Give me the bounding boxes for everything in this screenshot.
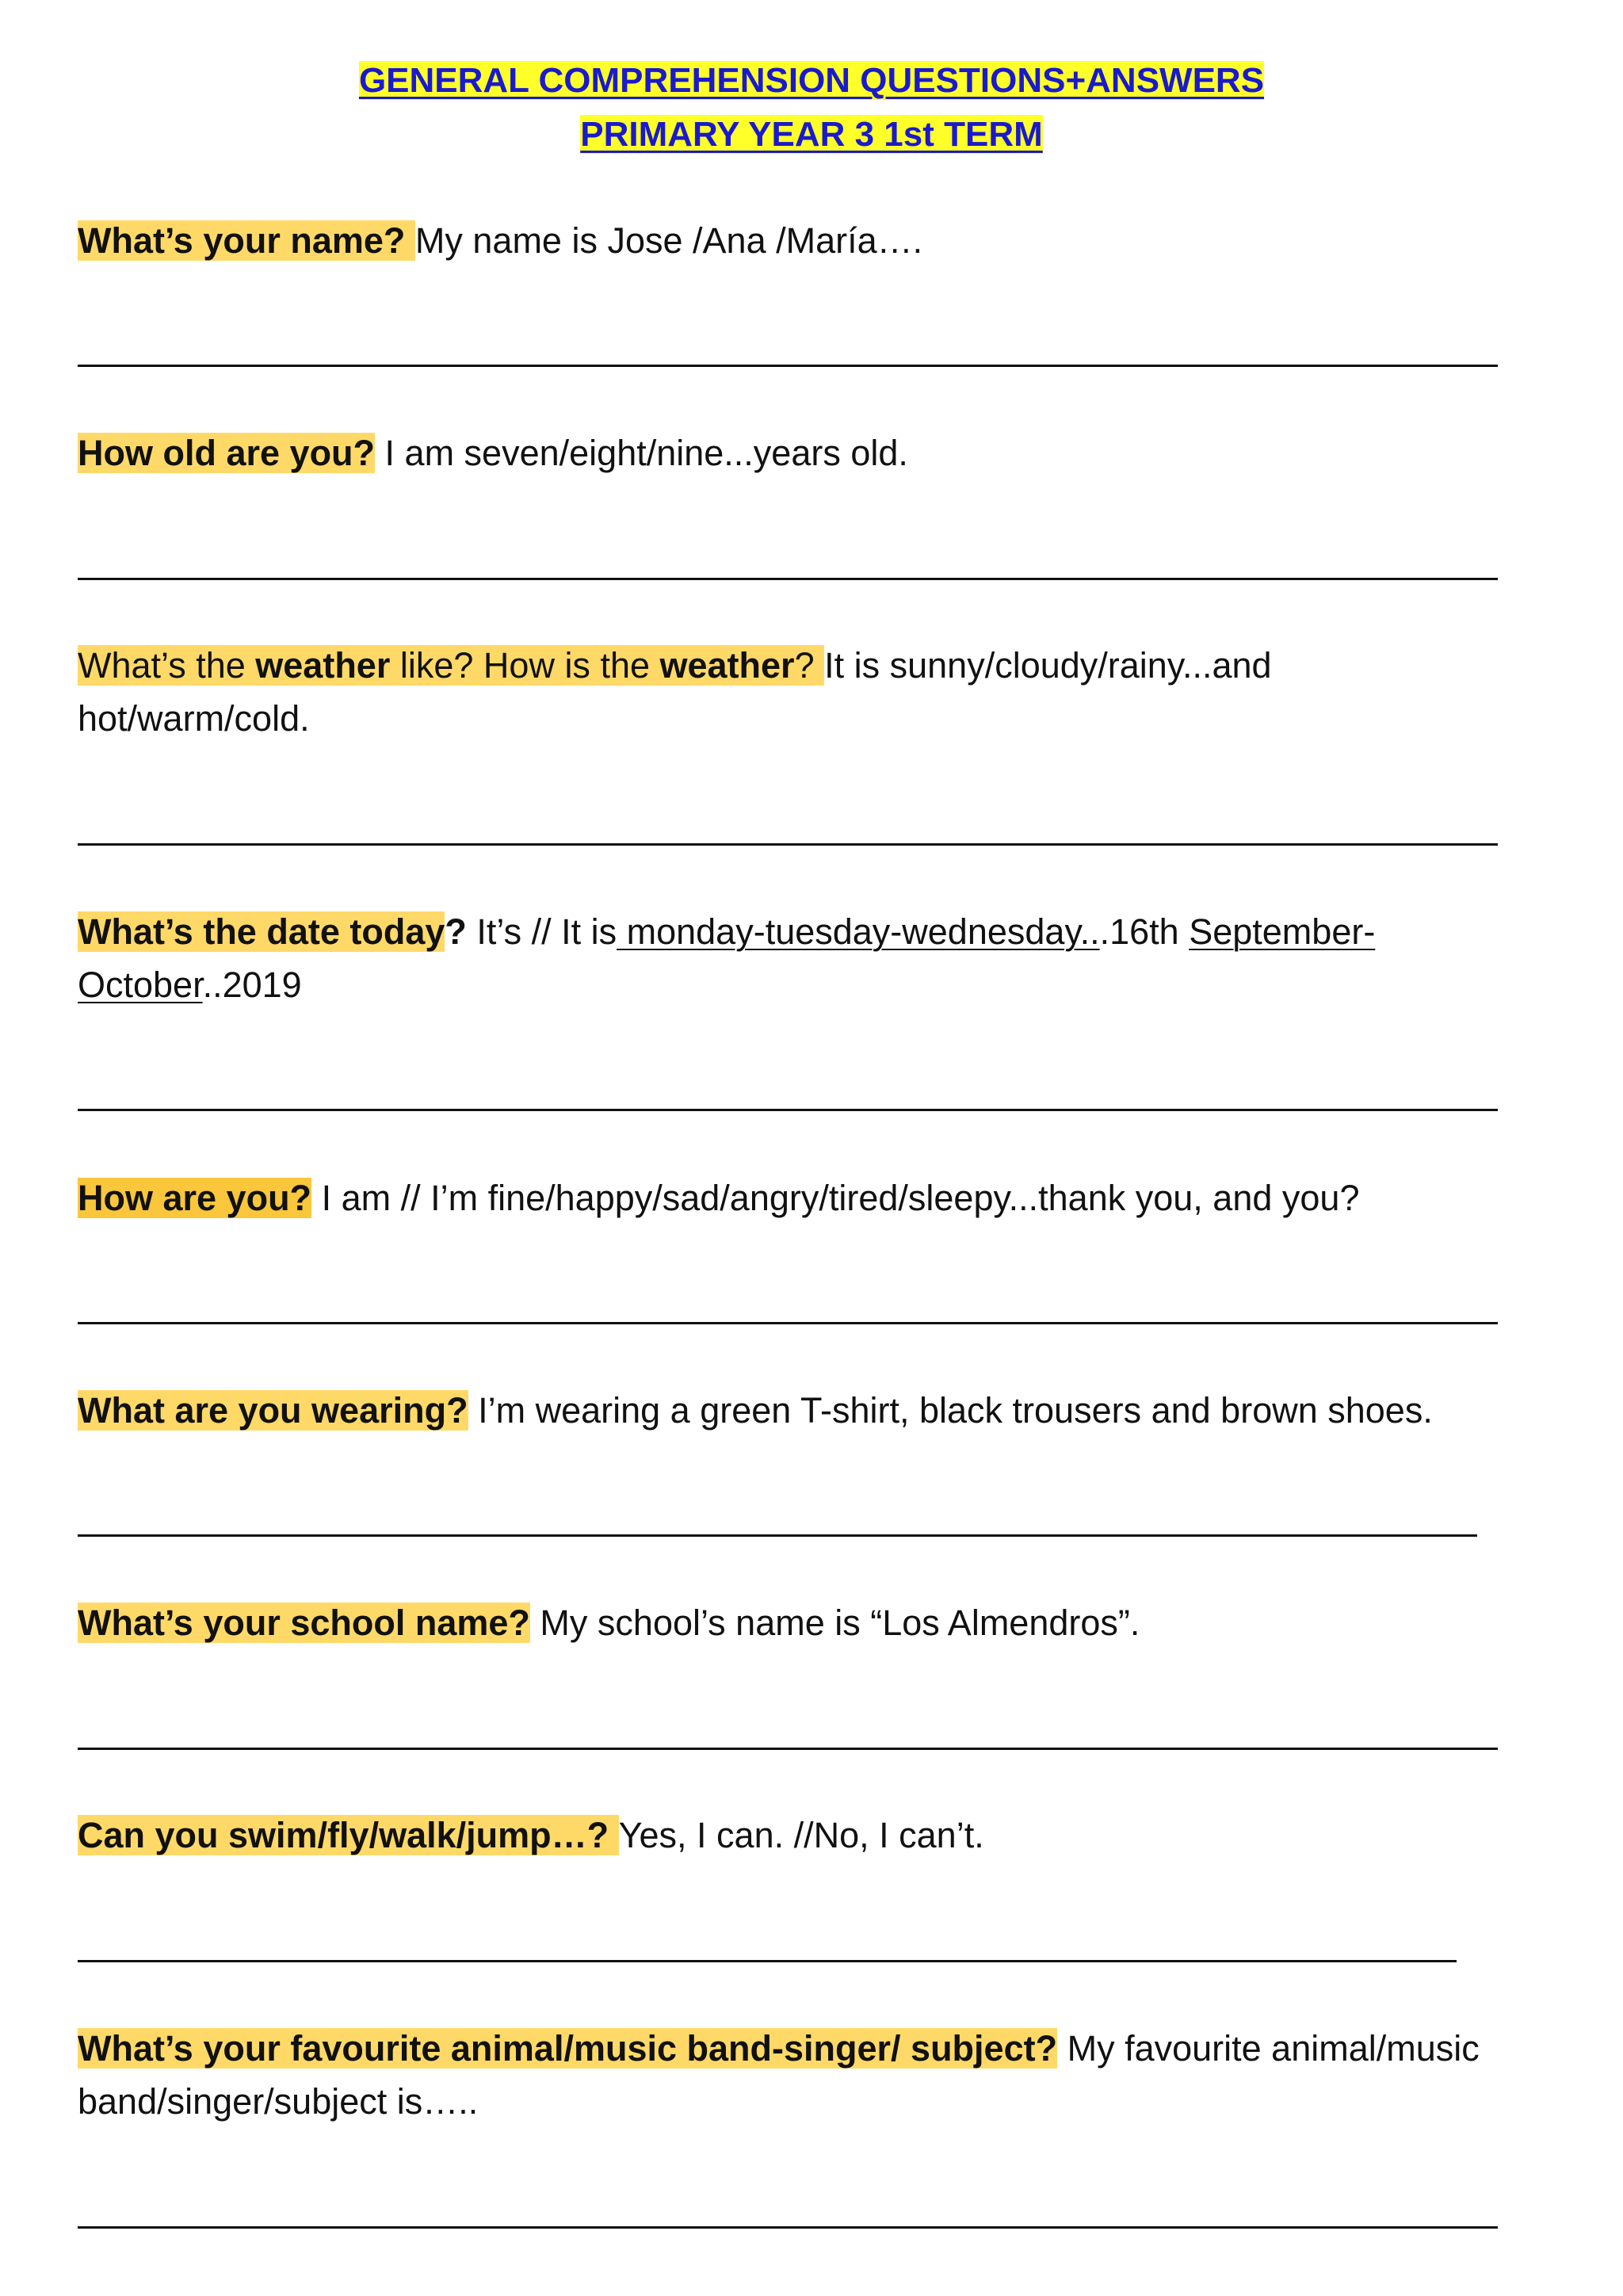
question-text: like? How is the bbox=[390, 645, 660, 686]
qa-name bbox=[78, 214, 1504, 267]
question: What’s your name? bbox=[78, 220, 415, 261]
qa-school bbox=[78, 1596, 1504, 1649]
answer-line bbox=[78, 1322, 1498, 1324]
title-line-1: GENERAL COMPREHENSION QUESTIONS+ANSWERS bbox=[358, 61, 1265, 100]
worksheet-subtitle bbox=[0, 111, 1623, 159]
answer-line bbox=[78, 365, 1498, 367]
qa-wearing bbox=[78, 1384, 1504, 1437]
answer: My school’s name is “Los Almendros”. bbox=[529, 1603, 1140, 1643]
qa-age bbox=[78, 426, 1504, 479]
question: What’s your school name? bbox=[78, 1603, 530, 1643]
question: What are you wearing? bbox=[78, 1390, 468, 1431]
qa-date bbox=[78, 905, 1504, 1011]
title-line-2: PRIMARY YEAR 3 1st TERM bbox=[580, 115, 1043, 154]
answer-line bbox=[78, 1960, 1457, 1962]
answer: I am // I’m fine/happy/sad/angry/tired/sleepy...thank you, and you? bbox=[311, 1178, 1360, 1218]
qa-weather bbox=[78, 639, 1504, 745]
answer: .16th bbox=[1099, 911, 1190, 952]
question-text: What’s the bbox=[78, 645, 256, 686]
answer: My favourite animal/music band/singer/subject is….. bbox=[78, 2028, 1480, 2122]
question: How old are you? bbox=[78, 433, 376, 473]
qa-how-are-you bbox=[78, 1171, 1504, 1224]
answer-days: monday-tuesday-wednesday.. bbox=[617, 911, 1100, 952]
question-text: ? bbox=[794, 645, 825, 686]
answer-months: September-October bbox=[78, 911, 1376, 1005]
question-keyword: weather bbox=[659, 645, 795, 686]
answer: Yes, I can. //No, I can’t. bbox=[618, 1815, 984, 1855]
answer-line bbox=[78, 578, 1498, 580]
answer: ..2019 bbox=[202, 965, 302, 1005]
answer-line bbox=[78, 1534, 1477, 1537]
answer: It is sunny/cloudy/rainy...and hot/warm/cold. bbox=[78, 645, 1272, 739]
answer-line bbox=[78, 2226, 1498, 2229]
question: Can you swim/fly/walk/jump…? bbox=[78, 1815, 619, 1855]
answer: My name is Jose /Ana /María…. bbox=[414, 220, 923, 261]
answer-line bbox=[78, 1109, 1498, 1111]
question: What’s the date today bbox=[78, 911, 445, 952]
worksheet-title bbox=[0, 57, 1623, 105]
question bbox=[78, 645, 824, 686]
qa-favourite bbox=[78, 2022, 1504, 2128]
answer-line bbox=[78, 1748, 1498, 1750]
qa-abilities bbox=[78, 1809, 1504, 1862]
answer: It’s // It is bbox=[466, 911, 617, 952]
answer-line bbox=[78, 843, 1498, 846]
question-keyword: weather bbox=[255, 645, 391, 686]
question: How are you? bbox=[78, 1178, 312, 1218]
question: What’s your favourite animal/music band-singer/ subject? bbox=[78, 2028, 1058, 2069]
answer: I’m wearing a green T-shirt, black trousers and brown shoes. bbox=[468, 1390, 1433, 1431]
question-mark: ? bbox=[445, 911, 467, 952]
answer: I am seven/eight/nine...years old. bbox=[375, 433, 908, 473]
